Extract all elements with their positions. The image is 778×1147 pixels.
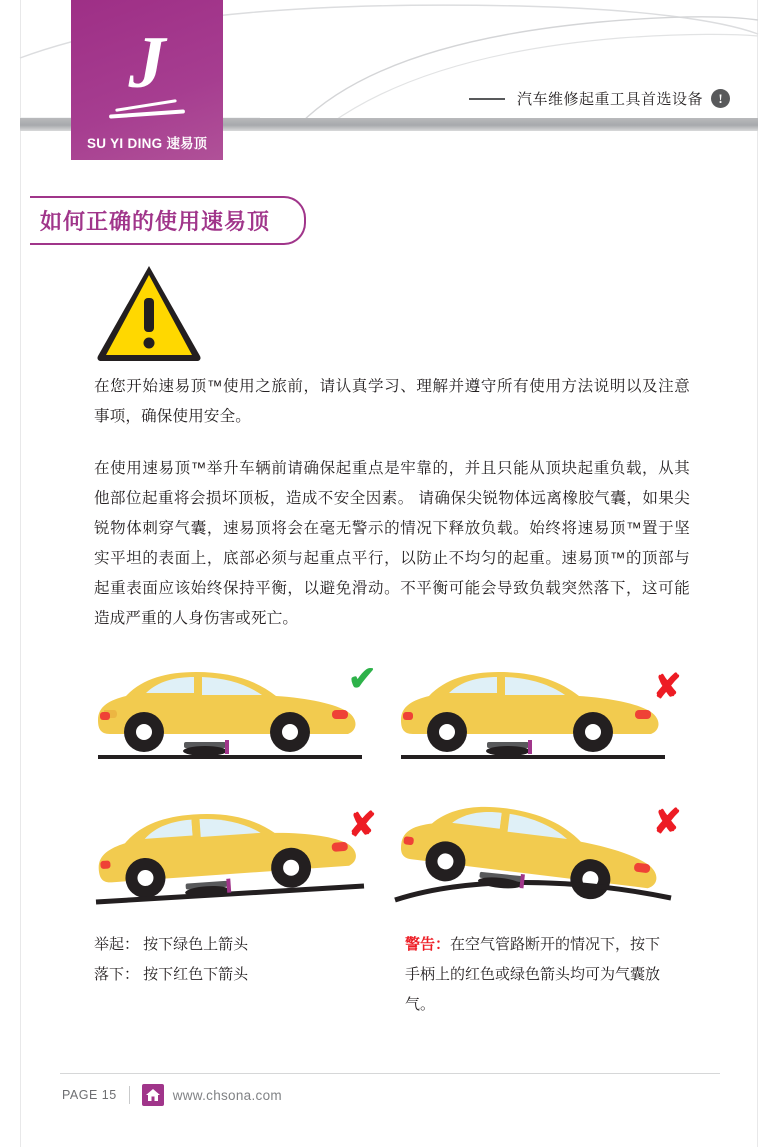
- logo-wordmark-cn: 速易顶: [166, 136, 208, 151]
- logo-wordmark: [71, 132, 223, 152]
- footer-separator: [129, 1086, 130, 1104]
- footer-url[interactable]: www.chsona.com: [172, 1087, 282, 1103]
- caption-left-line-1: 举起： 按下绿色上箭头: [94, 936, 249, 953]
- section-title: [30, 196, 306, 238]
- car-on-uneven-ground-incorrect: [383, 790, 683, 918]
- warning-triangle-icon: [94, 262, 204, 362]
- car-on-flat-ground-correct: [80, 650, 380, 778]
- figure-1-check-icon: ✔: [348, 660, 377, 698]
- home-icon: [142, 1084, 164, 1106]
- paragraph-1: 在您开始速易顶™使用之旅前，请认真学习、理解并遵守所有使用方法说明以及注意事项，确保使用安全。: [94, 378, 690, 425]
- section-title-pill: [30, 196, 306, 245]
- page-number: PAGE 15: [62, 1088, 117, 1102]
- caption-left-line-2: 落下： 按下红色下箭头: [94, 966, 249, 983]
- footer-divider: [60, 1073, 720, 1074]
- caption-left: [94, 930, 374, 990]
- figure-3-cross-icon: ✘: [348, 806, 377, 844]
- logo-wordmark-en: SU YI DING: [86, 136, 163, 151]
- footer: [62, 1082, 282, 1108]
- figure-2-cross-icon: ✘: [653, 668, 682, 706]
- header-tagline: [469, 88, 730, 109]
- tagline-text: 汽车维修起重工具首选设备: [516, 91, 703, 108]
- page-frame-left: [20, 0, 21, 1147]
- paragraph-2: 在使用速易顶™举升车辆前请确保起重点是牢靠的，并且只能从顶块起重负载，从其他部位起重将会损坏顶板，造成不安全因素。 请确保尖锐物体远离橡胶气囊，如果尖锐物体刺穿气囊，速易顶将会在毫无警示的情况下释放负载。始终将速易顶™置于坚实平坦的表面上，底部必须与起重点平行，以防止不均匀的起重。速易顶™的顶部与起重表面应该始终保持平衡，以避免滑动。不平衡可能会导致负载突然落下，这可能造成严重的人身伤害或死亡。: [94, 460, 690, 627]
- caption-right: [405, 930, 675, 1020]
- page-frame-right: [757, 0, 758, 1147]
- brand-logo: [71, 0, 223, 160]
- caption-warning-label: 警告：: [405, 936, 451, 953]
- tagline-rule: [469, 98, 505, 100]
- body-text: [94, 372, 690, 634]
- car-on-flat-ground-jack-at-edge-incorrect: [383, 650, 683, 778]
- caption-warning-text: 在空气管路断开的情况下，按下手柄上的红色或绿色箭头均可为气囊放气。: [405, 936, 661, 1013]
- section-title-text: 如何正确的使用速易顶: [40, 209, 271, 234]
- logo-letter-j: J: [128, 22, 166, 104]
- exclamation-badge-icon: !: [711, 89, 730, 108]
- car-on-sloped-ground-incorrect: [80, 790, 380, 918]
- figure-4-cross-icon: ✘: [653, 803, 682, 841]
- illustrations: [0, 650, 778, 920]
